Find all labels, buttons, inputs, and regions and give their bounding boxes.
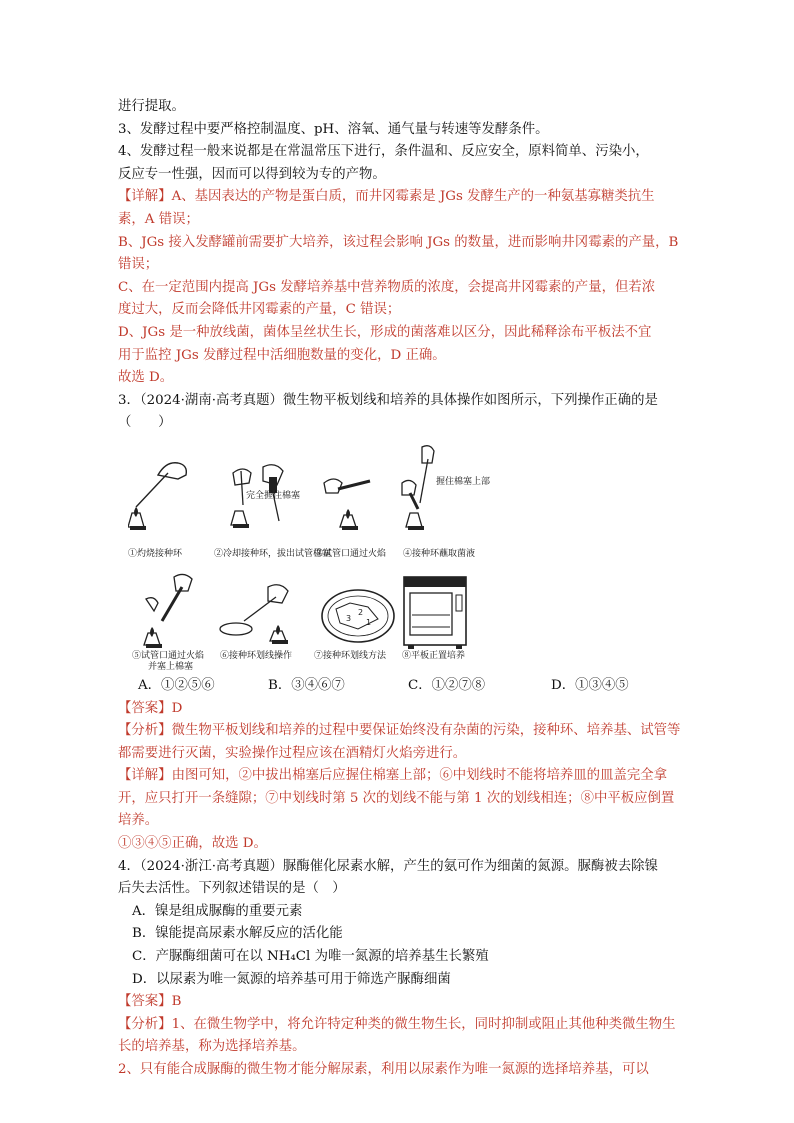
text-line: 反应专一性强，因而可以得到较为专的产物。	[118, 166, 386, 182]
answer-line	[118, 698, 686, 721]
experiment-figure	[118, 441, 686, 673]
figure-caption: ⑤试管口通过火焰	[132, 650, 205, 661]
answer-value: D	[171, 700, 183, 716]
figure-caption: ⑥接种环划线操作	[220, 650, 293, 661]
svg-text:3: 3	[346, 613, 352, 623]
figure-step-5-stopper-back	[138, 571, 208, 651]
detail-paragraph	[118, 765, 686, 833]
figure-caption: ⑧平板正置培养	[402, 650, 466, 661]
text-line: 用于监控 JGs 发酵过程中活细胞数量的变化，D 正确。	[118, 347, 446, 363]
text-line: C、在一定范围内提高 JGs 发酵培养基中营养物质的浓度，会提高井冈霉素的产量，但若浓	[118, 279, 656, 295]
text-line: 3、发酵过程中要严格控制温度、pH、溶氧、通气量与转速等发酵条件。	[118, 121, 549, 137]
text-line: 素，A 错误；	[118, 211, 199, 227]
option-c: C．产脲酶细菌可在以 NH₄Cl 为唯一氮源的培养基生长繁殖	[132, 949, 489, 965]
answer-tag: 【答案】	[118, 700, 172, 716]
analysis-paragraph	[118, 720, 686, 765]
option-a: A．镍是组成脲酶的重要元素	[132, 903, 303, 919]
detail-paragraph	[118, 186, 686, 209]
figure-step-6-streaking	[218, 581, 308, 647]
detail-conclusion: ①③④⑤正确，故选 D。	[118, 836, 267, 852]
svg-text:2: 2	[358, 607, 364, 617]
question-3-options	[118, 675, 686, 698]
text-line: 4、发酵过程一般来说都是在常温常压下进行，条件温和、反应安全，原料简单、污染小，	[118, 144, 649, 160]
analysis-text: 微生物平板划线和培养的过程中要保证始终没有杂菌的污染，接种环、培养基、试管等都需要进行灭菌，实验操作过程应该在酒精灯火焰旁进行。	[118, 723, 681, 761]
text-line: 错误；	[118, 257, 159, 273]
answer-line	[118, 991, 686, 1014]
option-c: C．①②⑦⑧	[408, 677, 486, 693]
analysis-paragraph	[118, 1014, 686, 1059]
option-b: B．③④⑥⑦	[268, 677, 345, 693]
figure-step-8-incubator	[400, 571, 470, 651]
detail-text: A、基因表达的产物是蛋白质，而井冈霉素是 JGs 发酵生产的一种氨基寡糖类抗生	[171, 189, 655, 205]
analysis-text: 1、在微生物学中，将允许特定种类的微生物生长，同时抑制或阻止其他种类微生物生长的培养基，称为选择培养基。	[118, 1016, 676, 1055]
question-4-stem: 后失去活性。下列叙述错误的是（ ）	[118, 881, 346, 897]
question-4-stem: 4．（2024·浙江·高考真题）脲酶催化尿素水解，产生的氨可作为细菌的氮源。脲酶被去除镍	[118, 858, 658, 874]
figure-step-7-streak-pattern	[318, 581, 398, 651]
option-d: D．①③④⑤	[551, 677, 629, 693]
text-line: 度过大，反而会降低井冈霉素的产量，C 错误；	[118, 302, 401, 318]
figure-note: 完全握住棉塞	[246, 490, 301, 501]
option-d: D．以尿素为唯一氮源的培养基可用于筛选产脲酶细菌	[132, 971, 451, 987]
analysis-tag: 【分析】	[118, 1016, 172, 1032]
answer-value: B	[171, 994, 182, 1010]
figure-step-1-flaming-loop	[128, 453, 198, 533]
question-3-blank: （ ）	[118, 415, 172, 431]
figure-caption: ③试管口通过火焰	[314, 548, 387, 559]
document-page	[118, 96, 686, 1082]
figure-caption: 并塞上棉塞	[148, 661, 194, 672]
figure-step-4-dip-culture	[396, 443, 466, 533]
figure-step-3-tube-flame	[318, 471, 378, 533]
option-a: A．①②⑤⑥	[138, 677, 215, 693]
text-line: B、JGs 接入发酵罐前需要扩大培养，该过程会影响 JGs 的数量，进而影响井冈霉素的产量，B	[118, 234, 679, 250]
detail-tag: 【详解】	[118, 189, 172, 205]
figure-caption: ④接种环蘸取菌液	[403, 548, 476, 559]
text-line: 故选 D。	[118, 370, 174, 386]
detail-text: 由图可知，②中拔出棉塞后应握住棉塞上部；⑥中划线时不能将培养皿的皿盖完全拿开，应只打开一条缝隙；⑦中划线时第 5 次的划线不能与第 1 次的划线相连；⑧中平板应倒置培养。	[118, 768, 675, 829]
option-b: B．镍能提高尿素水解反应的活化能	[132, 926, 343, 942]
detail-tag: 【详解】	[118, 768, 172, 784]
figure-caption: ⑦接种环划线方法	[314, 650, 387, 661]
analysis-text: 2、只有能合成脲酶的微生物才能分解尿素，利用以尿素作为唯一氮源的选择培养基，可以	[118, 1062, 649, 1077]
question-3-stem: 3．（2024·湖南·高考真题）微生物平板划线和培养的具体操作如图所示，下列操作正确的是	[118, 392, 658, 408]
text-line: D、JGs 是一种放线菌，菌体呈丝状生长，形成的菌落难以区分，因此稀释涂布平板法不宜	[118, 324, 652, 340]
figure-caption: ②冷却接种环，拔出试管棉塞	[214, 548, 332, 559]
text-line: 进行提取。	[118, 99, 185, 114]
figure-caption: ①灼烧接种环	[128, 548, 183, 559]
analysis-tag: 【分析】	[118, 723, 172, 739]
svg-text:1: 1	[366, 617, 372, 627]
answer-tag: 【答案】	[118, 994, 172, 1010]
figure-note: 握住棉塞上部	[436, 476, 491, 487]
